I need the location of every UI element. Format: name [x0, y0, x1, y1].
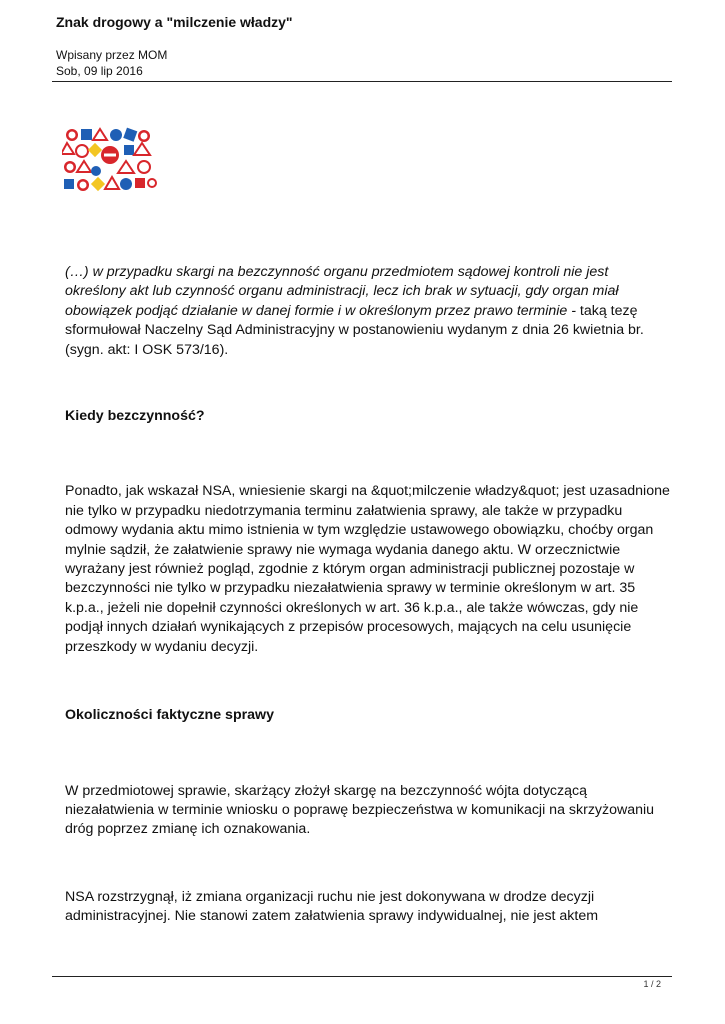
article-title: Znak drogowy a "milczenie władzy"	[56, 14, 293, 30]
paragraph-3: NSA rozstrzygnął, iż zmiana organizacji ruchu nie jest dokonywana w drodze decyzji administracyjnej. Nie stanowi zatem załatwienia sprawy indywidualnej, nie jest aktem	[65, 888, 599, 925]
section-heading-1: Kiedy bezczynność?	[65, 408, 205, 425]
page-number: 1 / 2	[643, 979, 661, 989]
quote-rest-text: taką tezę sformułował Naczelny Sąd Administracyjny w postanowieniu wydanym z dnia 26 kwietnia br. (sygn. akt: I OSK 573/16).	[65, 302, 644, 358]
article-body	[52, 263, 672, 927]
author-line: Wpisany przez MOM	[56, 48, 168, 62]
article-meta	[56, 47, 167, 79]
road-signs-collage-icon	[62, 127, 158, 193]
header-divider	[52, 81, 672, 82]
section-heading-2: Okoliczności faktyczne sprawy	[65, 707, 274, 724]
paragraph-1: Ponadto, jak wskazał NSA, wniesienie skargi na &quot;milczenie władzy&quot; jest uzasadnione nie tylko w przypadku niedotrzymania terminu załatwienia sprawy, ale także w przypadku odmowy wydania aktu mimo istnienia w tym względzie ustawowego obowiązku, choćby organ mylnie sądził, że załatwienie sprawy nie wymaga wydania danego aktu. W orzecznictwie wyrażany jest również pogląd, zgodnie z którym organ administracji publicznej pozostaje w bezczynności nie tylko w przypadku niezałatwienia sprawy w terminie określonym w art. 35 k.p.a., jeżeli nie dopełnił czynności określonych w art. 36 k.p.a., ale także wówczas, gdy nie podjął innych działań wynikających z przepisów procesowych, mających na celu usunięcie przeszkody w wydaniu decyzji.	[65, 483, 670, 655]
quote-italic-text: (…) w przypadku skargi na bezczynność organu przedmiotem sądowej kontroli nie jest określony akt lub czynność organu administracji, lecz ich brak w sytuacji, gdy organ miał obowiązek podjąć działanie w danej formie i w określonym przez prawo terminie -	[65, 264, 619, 319]
date-line: Sob, 09 lip 2016	[56, 64, 143, 78]
footer-divider	[52, 976, 672, 977]
paragraph-2: W przedmiotowej sprawie, skarżący złożył skargę na bezczynność wójta dotyczącą niezałatwienia w terminie wniosku o poprawę bezpieczeństwa w komunikacji na skrzyżowaniu dróg poprzez zmianę ich oznakowania.	[65, 782, 655, 838]
quote-paragraph	[52, 263, 672, 360]
